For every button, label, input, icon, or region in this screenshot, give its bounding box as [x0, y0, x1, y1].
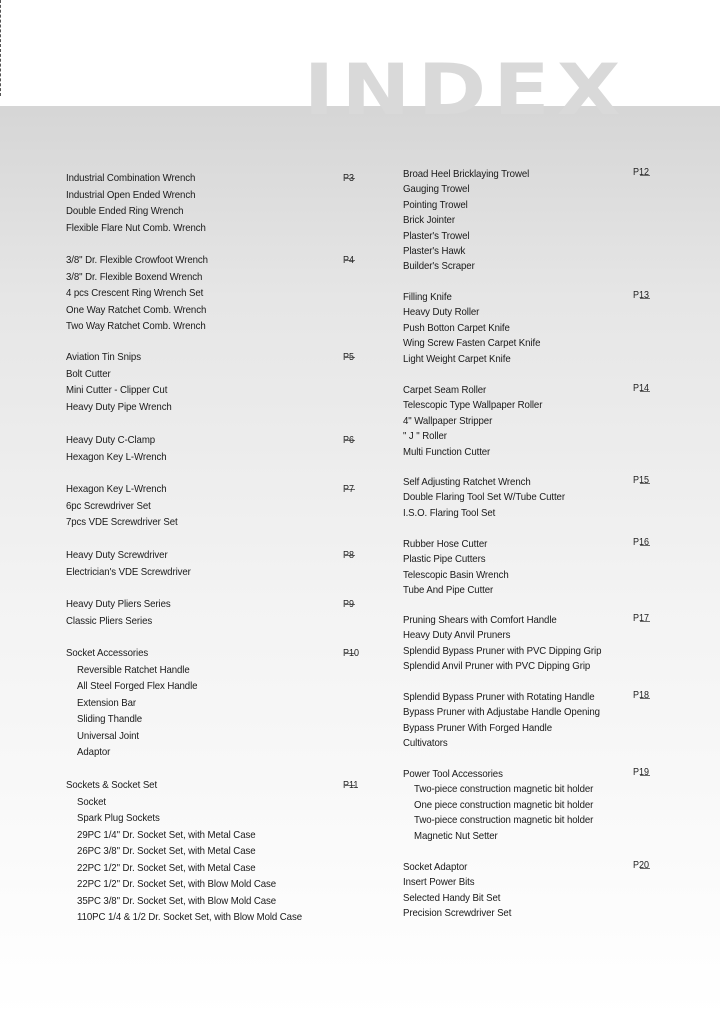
- index-item: Double Flaring Tool Set W/Tube Cutter: [403, 491, 565, 504]
- index-item: Rubber Hose Cutter: [403, 538, 488, 550]
- index-subitem: Magnetic Nut Setter: [414, 829, 498, 842]
- index-item: Bypass Pruner With Forged Handle: [403, 721, 553, 734]
- page-number: P12: [633, 167, 650, 178]
- index-item: 6pc Screwdriver Set: [66, 499, 151, 512]
- index-item: Heavy Duty Pliers Series: [66, 598, 171, 610]
- page-number: P16: [633, 537, 650, 548]
- index-item: Plastic Pipe Cutters: [403, 553, 486, 566]
- index-item: Double Ended Ring Wrench: [66, 205, 184, 217]
- index-group: [403, 767, 650, 844]
- index-item: Telescopic Basin Wrench: [403, 568, 509, 581]
- index-subitem: Adaptor: [77, 746, 111, 758]
- index-group: [66, 170, 358, 236]
- page-number: P14: [633, 383, 650, 394]
- page-number: P7: [343, 484, 355, 495]
- index-item: 4 pcs Crescent Ring Wrench Set: [66, 287, 204, 299]
- index-item: Industrial Combination Wrench: [66, 172, 196, 184]
- index-item: Bypass Pruner with Adjustabe Handle Opening: [403, 706, 600, 719]
- page-number: P18: [633, 690, 650, 701]
- index-group: [403, 475, 650, 521]
- page-number: P11: [343, 780, 359, 791]
- page-number: P15: [633, 475, 650, 486]
- index-subitem: Two-piece construction magnetic bit holder: [414, 783, 594, 796]
- index-item: Heavy Duty Screwdriver: [66, 549, 168, 561]
- index-item: Broad Heel Bricklaying Trowel: [403, 168, 530, 180]
- index-subitem: One piece construction magnetic bit holder: [414, 798, 594, 811]
- page-title: INDEX: [304, 49, 628, 131]
- index-item: One Way Ratchet Comb. Wrench: [66, 303, 207, 316]
- page-number: P9: [343, 599, 355, 610]
- index-subitem: Extension Bar: [77, 696, 136, 709]
- index-group: [66, 432, 358, 465]
- index-item: Socket Adaptor: [403, 861, 468, 873]
- index-item: Industrial Open Ended Wrench: [66, 188, 196, 201]
- index-item: 7pcs VDE Screwdriver Set: [66, 516, 178, 528]
- index-item: Gauging Trowel: [403, 183, 470, 196]
- index-item: Precision Screwdriver Set: [403, 907, 512, 920]
- index-group: [403, 167, 650, 275]
- page-number: P10: [343, 648, 360, 659]
- index-item: Selected Handy Bit Set: [403, 891, 501, 904]
- page-number: P17: [633, 613, 650, 624]
- index-item: Wing Screw Fasten Carpet Knife: [403, 337, 541, 350]
- index-group: [66, 596, 358, 629]
- page-number: P5: [343, 352, 355, 363]
- index-item: Heavy Duty Pipe Wrench: [66, 400, 172, 413]
- page-number: P6: [343, 435, 355, 446]
- page-number: P13: [633, 290, 650, 301]
- index-item: Tube And Pipe Cutter: [403, 584, 494, 597]
- index-group: [66, 481, 358, 531]
- index-group: [403, 860, 650, 922]
- index-subitem: 26PC 3/8" Dr. Socket Set, with Metal Case: [77, 845, 256, 857]
- index-item: Bolt Cutter: [66, 367, 111, 380]
- index-subitem: Sliding Thandle: [77, 713, 143, 725]
- index-subitem: Two-piece construction magnetic bit holder: [414, 814, 594, 827]
- index-subitem: 29PC 1/4" Dr. Socket Set, with Metal Case: [77, 828, 256, 841]
- index-item: Brick Jointer: [403, 214, 455, 227]
- index-subitem: Socket: [77, 795, 107, 808]
- index-item: Splendid Bypass Pruner with Rotating Handle: [403, 691, 595, 703]
- index-item: Splendid Bypass Pruner with PVC Dipping Grip: [403, 644, 602, 657]
- index-group: [403, 613, 650, 675]
- index-item: Hexagon Key L-Wrench: [66, 450, 167, 463]
- index-item: Heavy Duty Roller: [403, 306, 480, 319]
- index-item: 4" Wallpaper Stripper: [403, 414, 493, 427]
- index-subitem: Universal Joint: [77, 729, 140, 742]
- index-item: Plaster's Hawk: [403, 244, 466, 257]
- page-number: P4: [343, 255, 355, 266]
- index-item: Splendid Anvil Pruner with PVC Dipping Grip: [403, 660, 591, 673]
- index-group: [66, 547, 358, 580]
- page-number: P20: [633, 860, 650, 871]
- index-item: Pointing Trowel: [403, 198, 468, 211]
- index-subitem: All Steel Forged Flex Handle: [77, 680, 198, 692]
- index-item: Aviation Tin Snips: [66, 351, 141, 363]
- index-item: Classic Pliers Series: [66, 614, 153, 627]
- index-group: [66, 777, 358, 926]
- index-subitem: 110PC 1/4 & 1/2 Dr. Socket Set, with Blow Mold Case: [77, 911, 302, 923]
- page-number: P19: [633, 767, 650, 778]
- index-item: 3/8" Dr. Flexible Crowfoot Wrench: [66, 254, 208, 266]
- index-group: [66, 349, 358, 415]
- index-item: Flexible Flare Nut Comb. Wrench: [66, 221, 206, 234]
- index-item: Heavy Duty Anvil Pruners: [403, 629, 511, 642]
- index-item: Push Botton Carpet Knife: [403, 321, 510, 334]
- page-edge-mark: [0, 0, 3, 96]
- index-item: Socket Accessories: [66, 647, 149, 659]
- index-item: Power Tool Accessories: [403, 768, 503, 780]
- index-item: Hexagon Key L-Wrench: [66, 483, 167, 495]
- index-item: Pruning Shears with Comfort Handle: [403, 614, 557, 626]
- index-subitem: Reversible Ratchet Handle: [77, 663, 190, 676]
- index-item: Multi Function Cutter: [403, 445, 491, 458]
- index-subitem: Spark Plug Sockets: [77, 812, 160, 824]
- index-item: Cultivators: [403, 737, 448, 750]
- index-group: [403, 537, 650, 599]
- index-group: [403, 690, 650, 752]
- index-subitem: 22PC 1/2" Dr. Socket Set, with Blow Mold Case: [77, 878, 277, 890]
- index-item: Two Way Ratchet Comb. Wrench: [66, 320, 206, 332]
- index-item: Self Adjusting Ratchet Wrench: [403, 476, 531, 488]
- index-subitem: 22PC 1/2" Dr. Socket Set, with Metal Case: [77, 861, 256, 874]
- index-item: Builder's Scraper: [403, 260, 475, 273]
- index-group: [66, 252, 358, 335]
- index-item: Light Weight Carpet Knife: [403, 352, 511, 365]
- index-item: " J " Roller: [403, 430, 447, 443]
- index-group: [403, 290, 650, 367]
- index-item: Mini Cutter - Clipper Cut: [66, 384, 168, 396]
- index-item: Heavy Duty C-Clamp: [66, 434, 156, 446]
- index-item: I.S.O. Flaring Tool Set: [403, 506, 496, 519]
- page-number: P8: [343, 550, 355, 561]
- index-item: Plaster's Trowel: [403, 229, 470, 242]
- index-item: Sockets & Socket Set: [66, 779, 158, 791]
- index-item: Carpet Seam Roller: [403, 384, 487, 396]
- page-number: P3: [343, 173, 355, 184]
- index-group: [403, 383, 650, 460]
- index-item: 3/8" Dr. Flexible Boxend Wrench: [66, 270, 203, 283]
- index-item: Insert Power Bits: [403, 876, 475, 889]
- index-item: Filling Knife: [403, 291, 452, 303]
- index-item: Telescopic Type Wallpaper Roller: [403, 399, 543, 412]
- index-item: Electrician's VDE Screwdriver: [66, 565, 191, 578]
- index-group: [66, 645, 358, 761]
- index-subitem: 35PC 3/8" Dr. Socket Set, with Blow Mold Case: [77, 894, 277, 907]
